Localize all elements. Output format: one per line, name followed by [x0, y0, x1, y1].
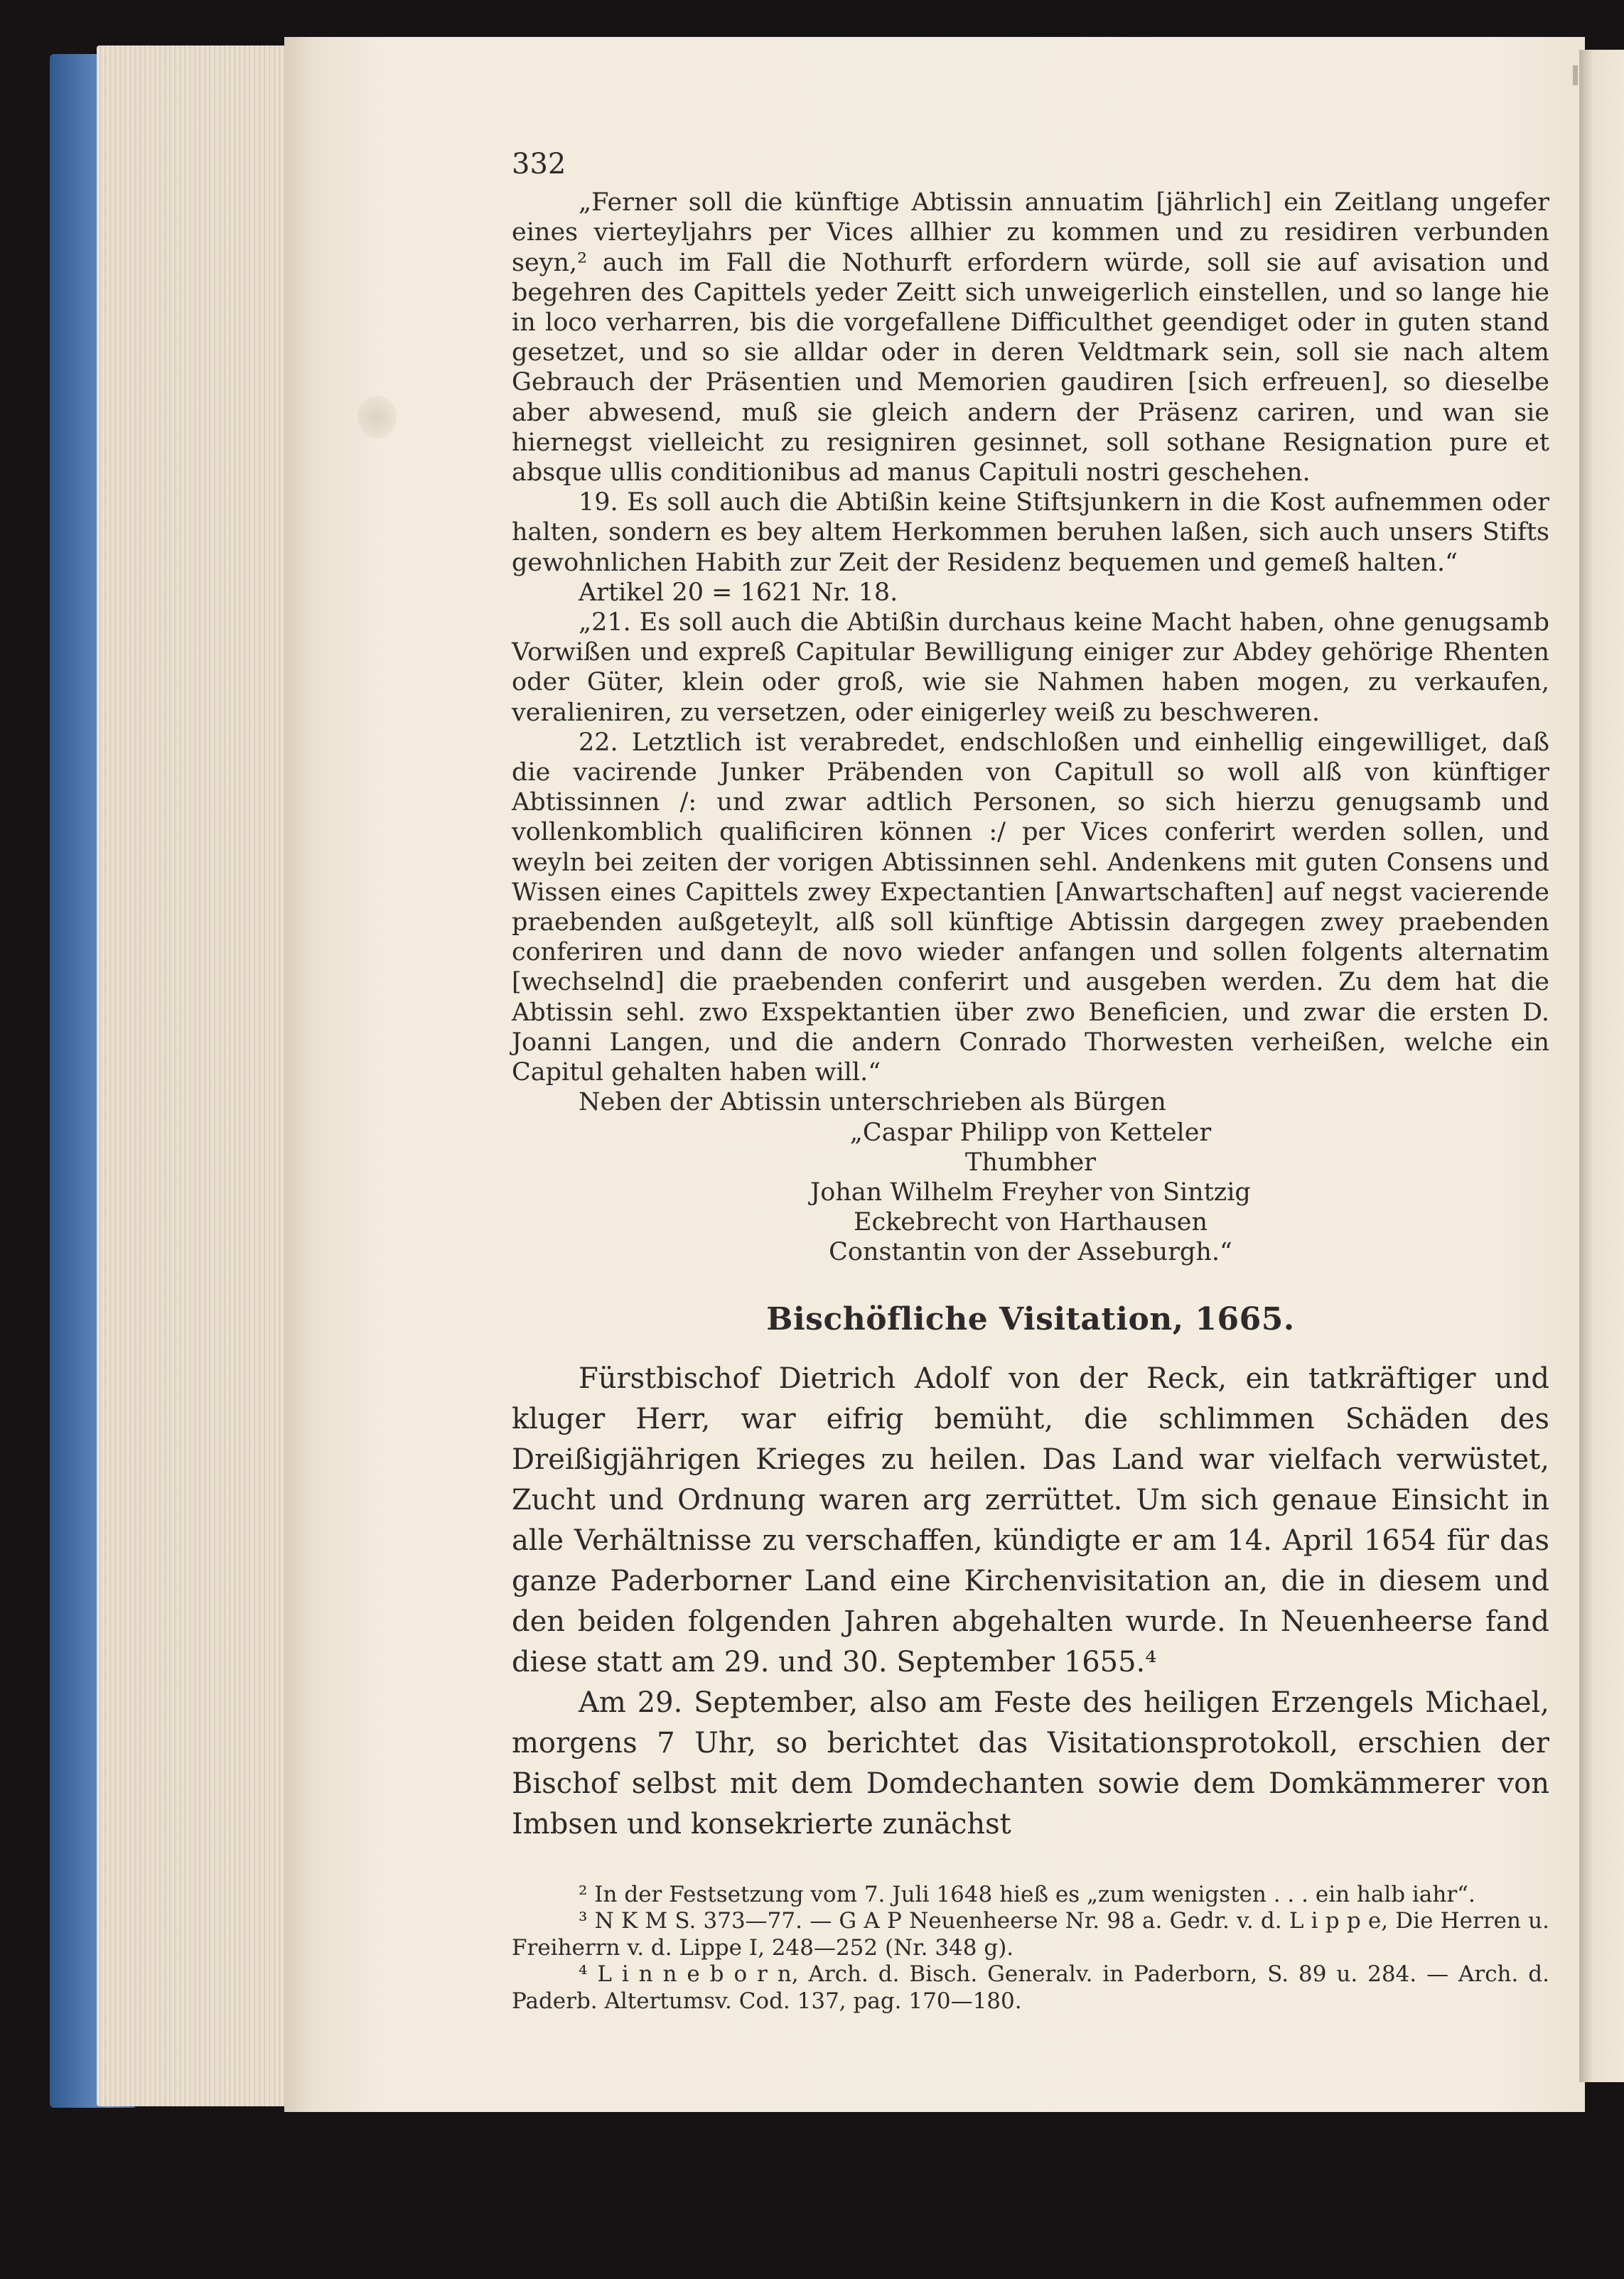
signatory: Eckebrecht von Harthausen — [853, 1208, 1208, 1237]
body-paragraph: Fürstbischof Dietrich Adolf von der Reck, ein tatkräftiger und kluger Herr, war eifrig bemüht, die schlimmen Schäden des Dreißigjährigen Krieges zu heilen. Das Land war vielfach verwüstet, Zucht und Ordnung waren arg zerrüttet. Um sich genaue Einsicht in alle Verhältnisse zu verschaffen, kündigte er am 14. April 1654 für das ganze Paderborner Land eine Kirchenvisitation an, die in diesem und den beiden folgenden Jahren abgehalten wurde. In Neuenheerse fand diese statt am 29. und 30. September 1655.⁴ — [512, 1362, 1549, 1679]
footnote: ² In der Festsetzung vom 7. Juli 1648 hieß es „zum wenigsten . . . ein halb iahr“. — [579, 1881, 1475, 1907]
quote-paragraph: 19. Es soll auch die Abtißin keine Stiftsjunkern in die Kost aufnemmen oder halten, sondern es bey altem Herkommen beruhen laßen, sich auch unsers Stifts gewohnlichen Habith zur Zeit der Residenz bequemen und gemeß halten.“ — [512, 488, 1549, 577]
margin-mark — [1573, 65, 1578, 85]
quote-paragraph: Neben der Abtissin unterschrieben als Bürgen — [579, 1088, 1166, 1117]
signatory: Johan Wilhelm Freyher von Sintzig — [810, 1178, 1251, 1207]
section-body — [512, 1359, 1549, 1845]
body-paragraph: Am 29. September, also am Feste des heiligen Erzengels Michael, morgens 7 Uhr, so berichtet das Visitationsprotokoll, erschien der Bischof selbst mit dem Domdechanten sowie dem Domkämmerer von Imbsen und konsekrierte zunächst — [512, 1686, 1549, 1841]
quote-paragraph: „21. Es soll auch die Abtißin durchaus keine Macht haben, ohne genugsamb Vorwißen und expreß Capitular Bewilligung einiger zur Abdey gehörige Rhenten oder Güter, klein oder groß, wie sie Nahmen haben mogen, zu verkaufen, veralieniren, zu versetzen, oder einigerley weiß zu beschweren. — [512, 608, 1549, 727]
page-edges — [97, 45, 303, 2106]
quote-paragraph: „Ferner soll die künftige Abtissin annuatim [jährlich] ein Zeitlang ungefer eines vierteyljahrs per Vices allhier zu kommen und zu residiren verbunden seyn,² auch im Fall die Nothurft erfordern würde, soll sie auf avisation und begehren des Capittels yeder Zeitt sich unweigerlich einstellen, und so lange hie in loco verharren, bis die vorgefallene Difficulthet geendiget oder in guten stand gesetzet, und so sie alldar oder in deren Veldtmark sein, soll sie nach altem Gebrauch der Präsentien und Memorien gaudiren [sich erfreuen], so dieselbe aber abwesend, muß sie gleich andern der Präsenz cariren, und wan sie hiernegst vielleicht zu resigniren gesinnet, soll sothane Resignation pure et absque ullis conditionibus ad manus Capituli nostri geschehen. — [512, 188, 1549, 487]
signatories-list — [512, 1118, 1549, 1268]
quoted-document — [512, 188, 1549, 1117]
section-heading: Bischöfliche Visitation, 1665. — [766, 1300, 1295, 1337]
page-content — [512, 149, 1549, 2015]
signatory: Thumbher — [964, 1148, 1096, 1177]
signatory: „Caspar Philipp von Ketteler — [849, 1118, 1212, 1147]
footnote: ⁴ L i n n e b o r n, Arch. d. Bisch. Generalv. in Paderborn, S. 89 u. 284. — Arch. d. Paderb. Altertumsv. Cod. 137, pag. 170—180. — [512, 1961, 1549, 2014]
adjacent-page-edge — [1579, 50, 1624, 2082]
signatory: Constantin von der Asseburgh.“ — [829, 1238, 1232, 1267]
quote-paragraph: Artikel 20 = 1621 Nr. 18. — [579, 578, 898, 607]
footnotes — [512, 1882, 1549, 2015]
paper-smudge — [357, 396, 397, 438]
page-number: 332 — [512, 148, 566, 181]
quote-paragraph: 22. Letztlich ist verabredet, endschloßen und einhellig eingewilliget, daß die vacirende Junker Präbenden von Capitull so woll alß von künftiger Abtissinnen /: und zwar adtlich Personen, so sich hierzu genugsamb und vollenkomblich qualificiren können :/ per Vices conferirt werden sollen, und weyln bei zeiten der vorigen Abtissinnen sehl. Andenkens mit guten Consens und Wissen eines Capittels zwey Expectantien [Anwartschaften] auf negst vacierende praebenden außgeteylt, alß soll künftige Abtissin dargegen zwey praebenden conferiren und dann de novo wieder anfangen und sollen folgents alternatim [wechselnd] die praebenden conferirt und ausgeben werden. Zu dem hat die Abtissin sehl. zwo Exspektantien über zwo Beneficien, und zwar die ersten D. Joanni Langen, und die andern Conrado Thorwesten verheißen, welche ein Capitul gehalten haben will.“ — [512, 728, 1549, 1087]
footnote: ³ N K M S. 373—77. — G A P Neuenheerse Nr. 98 a. Gedr. v. d. L i p p e, Die Herren u. Freiherrn v. d. Lippe I, 248—252 (Nr. 348 g). — [512, 1908, 1549, 1961]
